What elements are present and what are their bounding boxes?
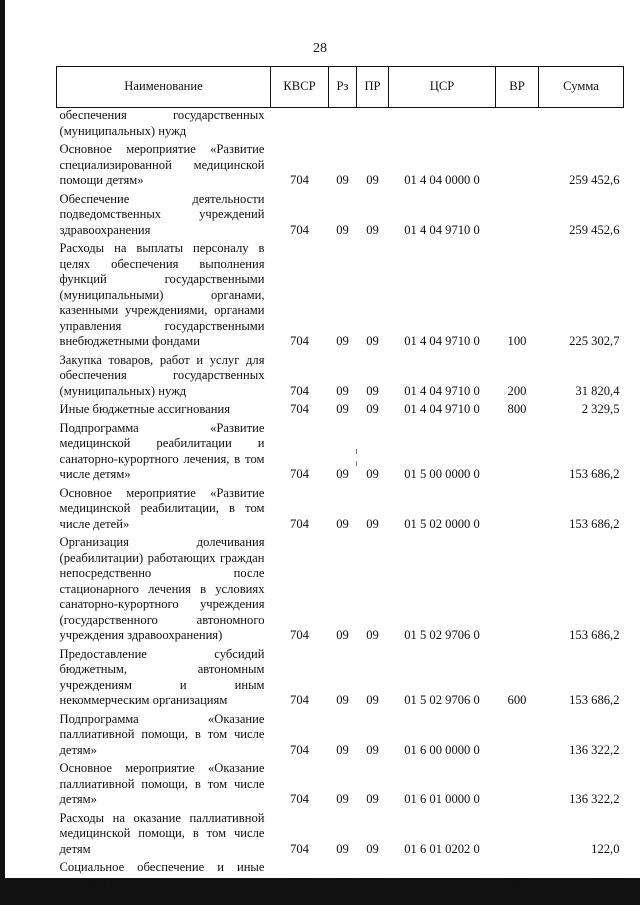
row-sum: 122,0 [591, 841, 620, 856]
row-name: Основное мероприятие «Развитие медицинской реабилитации, в том числе детей» [59, 485, 265, 531]
row-kvsr: 704 [290, 516, 309, 531]
row-rz: 09 [336, 693, 349, 707]
row-csr: 01 5 02 9706 0 [404, 628, 480, 642]
scan-artifact-tick [356, 449, 357, 454]
header-name: Наименование [57, 67, 271, 108]
table-row [57, 484, 624, 534]
row-sum: 259 452,6 [569, 222, 620, 237]
row-vr [496, 533, 539, 645]
row-kvsr: 704 [290, 792, 309, 806]
scan-left-edge [0, 0, 5, 905]
row-pr: 09 [366, 742, 379, 757]
row-sum: 2 329,5 [581, 402, 620, 416]
header-rz: Рз [329, 67, 357, 108]
header-kvsr: КВСР [271, 67, 329, 108]
table-header-row [57, 67, 624, 108]
row-kvsr: 704 [290, 628, 309, 642]
row-vr [496, 484, 539, 534]
row-pr: 09 [366, 693, 379, 707]
row-vr: 600 [507, 693, 527, 707]
row-rz: 09 [336, 875, 349, 890]
row-pr: 09 [366, 841, 379, 856]
row-csr: 01 6 01 0000 0 [404, 792, 480, 806]
row-sum: 259 452,6 [569, 173, 620, 187]
budget-table [56, 66, 624, 892]
row-name: Подпрограмма «Развитие медицинской реабилитации и санаторно-курортного лечения, в том числе детям» [59, 420, 265, 481]
row-csr: 01 4 04 9710 0 [404, 222, 480, 237]
row-pr: 09 [366, 792, 379, 806]
row-vr: 200 [507, 383, 527, 398]
row-kvsr: 704 [290, 222, 309, 237]
row-name: Иные бюджетные ассигнования [59, 402, 231, 416]
row-name: Подпрограмма «Оказание паллиативной помощи, в том числе детям» [59, 711, 265, 757]
row-csr: 01 4 04 9710 0 [404, 383, 480, 398]
table-row [57, 239, 624, 351]
row-vr [496, 710, 539, 760]
row-vr [496, 419, 539, 484]
row-csr: 01 5 00 0000 0 [404, 467, 480, 481]
row-name: Предоставление субсидий бюджетным, автономным учреждениям и иным некоммерческим организациям [59, 646, 265, 707]
scan-artifact-tick [356, 461, 357, 466]
row-rz: 09 [336, 222, 349, 237]
row-kvsr: 704 [290, 841, 309, 856]
row-pr: 09 [366, 383, 379, 398]
row-rz: 09 [336, 628, 349, 642]
row-pr: 09 [366, 173, 379, 187]
row-vr: 300 [507, 875, 527, 890]
row-rz: 09 [336, 742, 349, 757]
row-rz: 09 [336, 402, 349, 416]
row-rz: 09 [336, 383, 349, 398]
table-row [57, 419, 624, 484]
row-rz: 09 [336, 792, 349, 806]
row-sum: 225 302,7 [569, 334, 620, 348]
row-name: Основное мероприятие «Оказание паллиативной помощи, в том числе детям» [59, 761, 265, 806]
row-pr: 09 [366, 402, 379, 416]
row-csr: 01 4 04 9710 0 [404, 402, 480, 416]
row-kvsr: 704 [290, 402, 309, 416]
table-row [57, 645, 624, 710]
row-rz: 09 [336, 334, 349, 348]
row-pr: 09 [366, 334, 379, 348]
table-row [57, 351, 624, 401]
row-vr [496, 190, 539, 240]
table-row [57, 710, 624, 760]
row-vr: 100 [507, 334, 527, 348]
row-kvsr: 704 [290, 875, 309, 890]
row-pr: 09 [366, 516, 379, 531]
row-kvsr: 704 [290, 742, 309, 757]
row-csr: 01 6 01 0202 0 [404, 841, 480, 856]
row-pr: 09 [366, 628, 379, 642]
row-rz: 09 [336, 841, 349, 856]
row-name: Организация долечивания (реабилитации) работающих граждан непосредственно после стационарного лечения в условиях санаторно-курортного учреждения (государственного автономного учреждения здравоохранения) [59, 535, 265, 642]
table-row [57, 400, 624, 419]
row-pr: 09 [366, 875, 379, 890]
row-rz: 09 [336, 173, 349, 187]
row-name: Социальное обеспечение и иные выплаты населению [59, 860, 265, 890]
row-vr [496, 759, 539, 809]
table-row [57, 533, 624, 645]
row-csr: 01 5 02 9706 0 [404, 693, 480, 707]
row-csr: 01 5 02 0000 0 [404, 516, 480, 531]
row-csr: 01 6 00 0000 0 [404, 742, 480, 757]
table-row [57, 809, 624, 859]
row-name: Основное мероприятие «Развитие специализированной медицинской помощи детям» [59, 142, 265, 187]
row-name: Закупка товаров, работ и услуг для обеспечения государственных (муниципальных) нужд [59, 352, 265, 398]
row-rz: 09 [336, 516, 349, 531]
header-sum: Сумма [539, 67, 624, 108]
row-pr: 09 [366, 222, 379, 237]
row-csr: 01 4 04 0000 0 [404, 173, 480, 187]
row-sum: 153 686,2 [569, 516, 620, 531]
row-name: Обеспечение деятельности подведомственных учреждений здравоохранения [59, 191, 265, 237]
row-vr: 800 [507, 402, 527, 416]
header-pr: ПР [357, 67, 389, 108]
table-row [57, 858, 624, 892]
row-kvsr: 704 [290, 173, 309, 187]
row-name: Расходы на оказание паллиативной медицинской помощи, в том числе детям [59, 810, 265, 856]
row-vr [496, 809, 539, 859]
row-vr [496, 140, 539, 190]
table-row [57, 140, 624, 190]
row-sum: 153 686,2 [569, 693, 620, 707]
header-csr: ЦСР [389, 67, 496, 108]
row-sum: 153 686,2 [569, 628, 620, 642]
row-sum: 122,0 [591, 875, 620, 890]
table-row [57, 190, 624, 240]
row-sum: 153 686,2 [569, 467, 620, 481]
row-csr: 01 4 04 9710 0 [404, 334, 480, 348]
row-name: обеспечения государственных (муниципальных) нужд [59, 108, 265, 138]
row-sum: 31 820,4 [575, 383, 620, 398]
table-row-continuation [57, 108, 624, 141]
row-pr: 09 [366, 467, 379, 481]
row-kvsr: 704 [290, 467, 309, 481]
row-name: Расходы на выплаты персоналу в целях обеспечения выполнения функций государственными (муниципальными) органами, казенными учреждениями, органами управления государственными внебюджетными фондами [59, 241, 265, 348]
row-sum: 136 322,2 [569, 742, 620, 757]
table-row [57, 759, 624, 809]
header-vr: ВР [496, 67, 539, 108]
page-number: 28 [313, 41, 327, 56]
row-kvsr: 704 [290, 383, 309, 398]
row-csr: 01 6 01 0202 0 [404, 875, 480, 890]
row-rz: 09 [336, 467, 349, 481]
row-sum: 136 322,2 [569, 792, 620, 806]
row-kvsr: 704 [290, 334, 309, 348]
row-kvsr: 704 [290, 693, 309, 707]
